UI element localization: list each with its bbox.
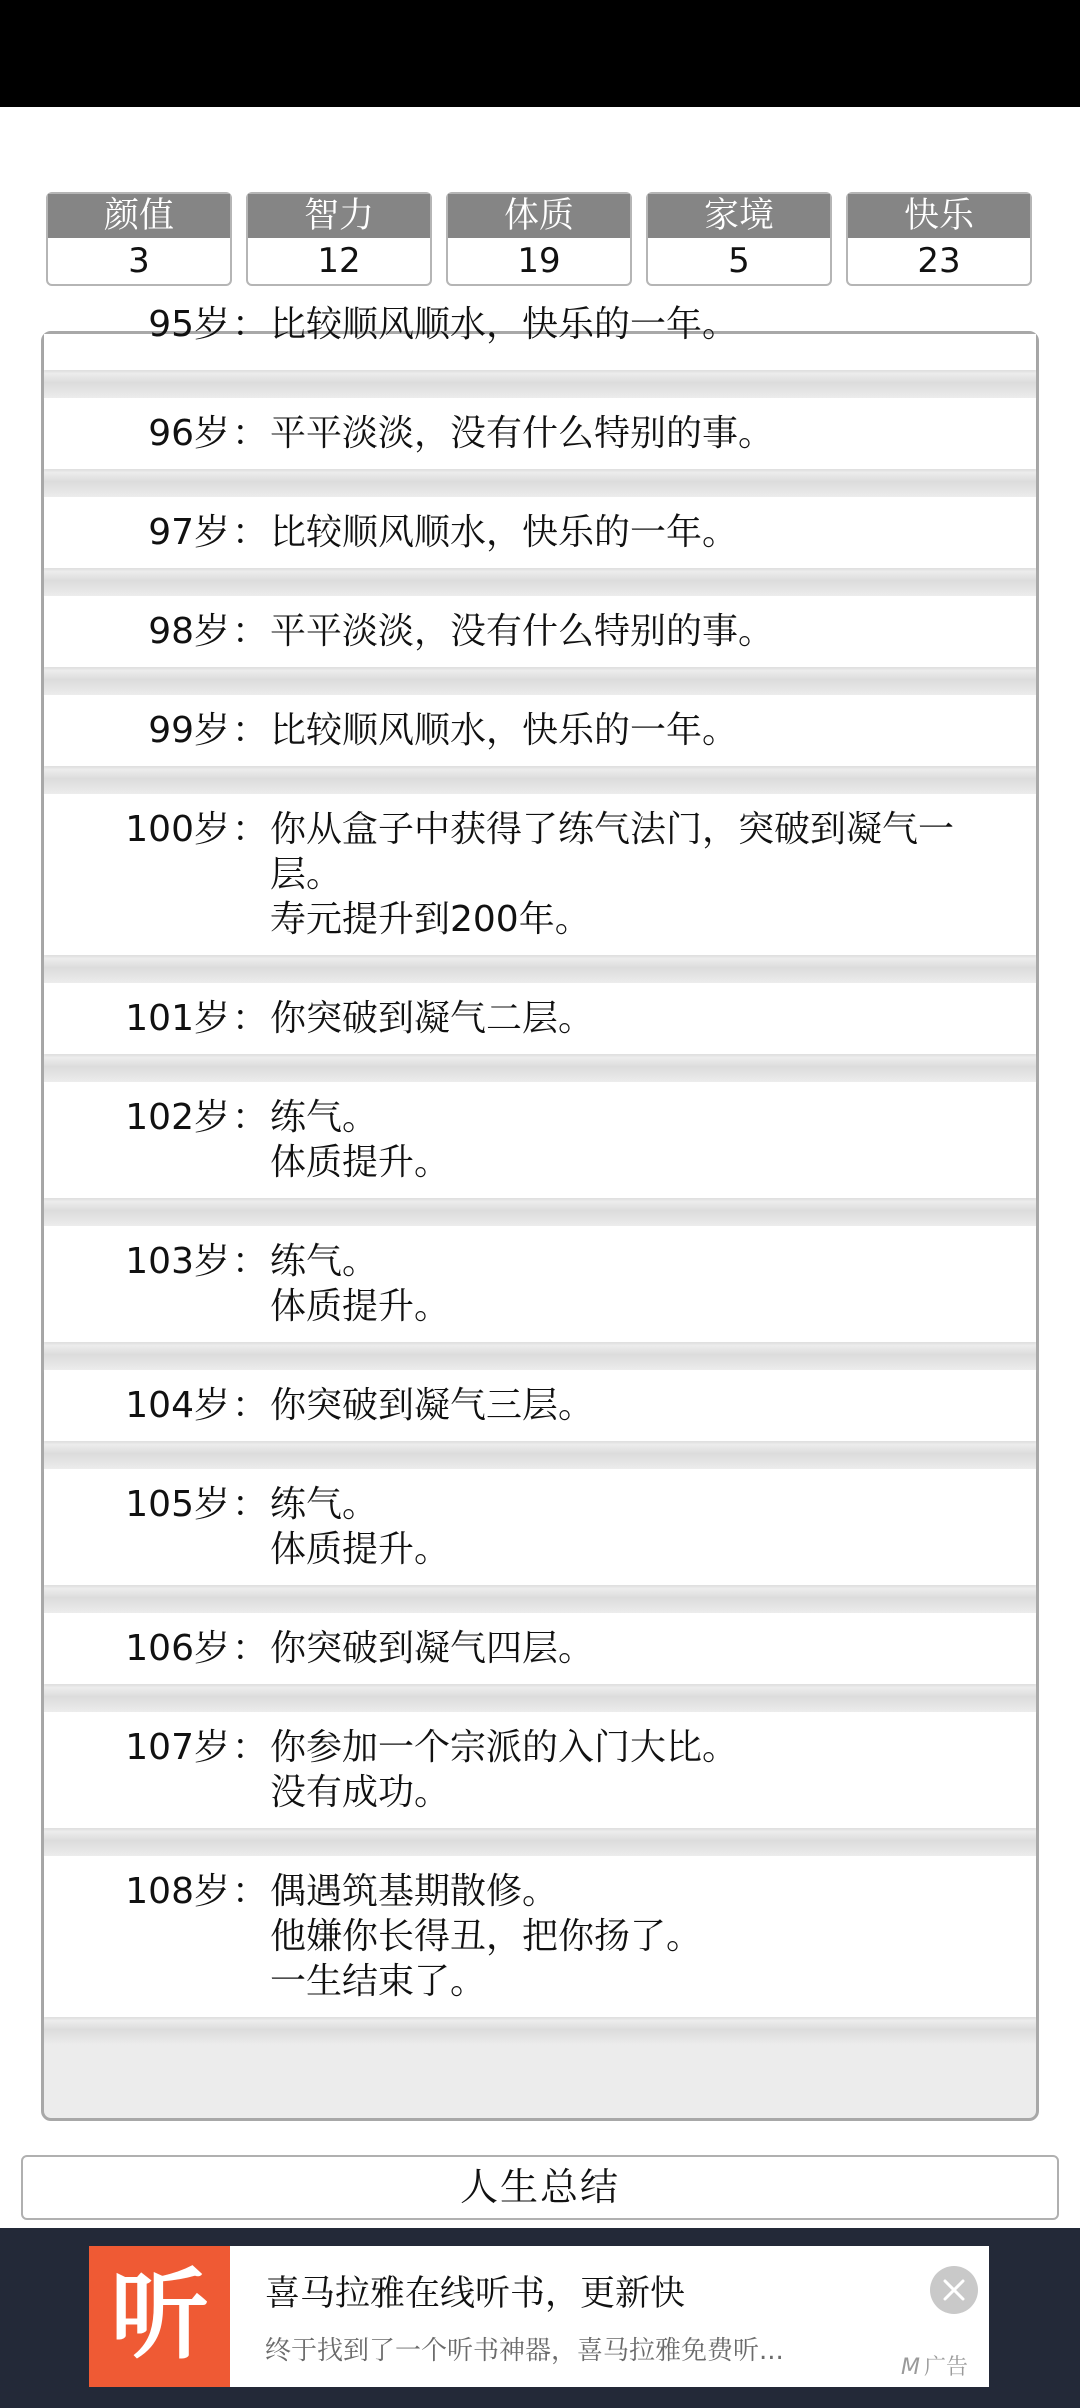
entry-text: 比较顺风顺水，快乐的一年。 xyxy=(270,512,739,553)
entry-text: 练气。 体质提升。 xyxy=(270,1097,451,1183)
stat-label: 智力 xyxy=(248,194,430,238)
entry-age: 98岁 xyxy=(148,611,230,652)
stat-label: 家境 xyxy=(648,194,830,238)
entry-age: 100岁 xyxy=(125,809,230,850)
stat-value: 23 xyxy=(917,241,961,281)
entry-age: 95岁 xyxy=(148,304,230,345)
entry-separator: ： xyxy=(231,611,268,652)
entry-text: 你突破到凝气二层。 xyxy=(270,998,595,1039)
life-log-scroll[interactable] xyxy=(41,304,1039,2121)
entry-text: 平平淡淡，没有什么特别的事。 xyxy=(270,611,775,652)
entry-separator: ： xyxy=(231,809,268,850)
entry-divider xyxy=(44,568,1036,596)
entry-separator: ： xyxy=(231,1385,268,1426)
log-entry xyxy=(44,983,1036,1054)
stats-bar xyxy=(46,192,1034,288)
entry-age: 103岁 xyxy=(125,1241,230,1282)
stat-value: 3 xyxy=(128,241,150,281)
stat-family xyxy=(646,192,832,286)
ad-badge xyxy=(901,2350,972,2381)
log-entry xyxy=(44,1712,1036,1828)
entry-age: 101岁 xyxy=(125,998,230,1039)
log-entry-final xyxy=(44,1856,1036,2017)
stat-value: 5 xyxy=(728,241,750,281)
app-logo-icon: 听 xyxy=(89,2246,230,2387)
entry-text: 比较顺风顺水，快乐的一年。 xyxy=(270,304,739,345)
log-entry xyxy=(44,794,1036,955)
log-entry xyxy=(44,695,1036,766)
stat-label: 体质 xyxy=(448,194,630,238)
log-entry xyxy=(44,1469,1036,1585)
stat-value: 19 xyxy=(517,241,561,281)
stat-label: 快乐 xyxy=(848,194,1030,238)
ad-title: 喜马拉雅在线听书，更新快 xyxy=(265,2274,686,2314)
entry-divider xyxy=(44,1828,1036,1856)
ad-card[interactable] xyxy=(89,2246,989,2387)
entry-text: 你参加一个宗派的入门大比。 没有成功。 xyxy=(270,1727,739,1813)
entry-text: 你突破到凝气四层。 xyxy=(270,1628,595,1669)
entry-divider xyxy=(44,1198,1036,1226)
status-bar xyxy=(0,0,1080,107)
entry-separator: ： xyxy=(231,1871,268,1912)
entry-divider xyxy=(44,667,1036,695)
ad-description: 终于找到了一个听书神器，喜马拉雅免费听... xyxy=(265,2336,784,2366)
log-entry-partial xyxy=(44,304,1036,370)
entry-text: 练气。 体质提升。 xyxy=(270,1241,451,1327)
log-entry xyxy=(44,1613,1036,1684)
entry-divider xyxy=(44,1684,1036,1712)
entry-age: 96岁 xyxy=(148,413,230,454)
log-entry xyxy=(44,1082,1036,1198)
entry-age: 102岁 xyxy=(125,1097,230,1138)
log-entry xyxy=(44,1226,1036,1342)
entry-text: 你从盒子中获得了练气法门，突破到凝气一层。 寿元提升到200年。 xyxy=(270,809,955,940)
stat-value: 12 xyxy=(317,241,361,281)
entry-separator: ： xyxy=(231,1484,268,1525)
entry-separator: ： xyxy=(231,1097,268,1138)
life-summary-button[interactable]: 人生总结 xyxy=(21,2155,1059,2220)
entry-separator: ： xyxy=(231,1241,268,1282)
log-entry xyxy=(44,1370,1036,1441)
stat-happiness xyxy=(846,192,1032,286)
entry-text: 你突破到凝气三层。 xyxy=(270,1385,595,1426)
entry-age: 97岁 xyxy=(148,512,230,553)
entry-age: 104岁 xyxy=(125,1385,230,1426)
life-log-list xyxy=(44,304,1036,2045)
entry-age: 107岁 xyxy=(125,1727,230,1768)
stat-constitution xyxy=(446,192,632,286)
ad-mark-icon: M xyxy=(901,2355,920,2380)
entry-text: 练气。 体质提升。 xyxy=(270,1484,451,1570)
entry-divider xyxy=(44,766,1036,794)
entry-age: 105岁 xyxy=(125,1484,230,1525)
entry-divider xyxy=(44,1585,1036,1613)
entry-separator: ： xyxy=(231,413,268,454)
entry-age: 106岁 xyxy=(125,1628,230,1669)
stat-label: 颜值 xyxy=(48,194,230,238)
entry-text: 平平淡淡，没有什么特别的事。 xyxy=(270,413,775,454)
ad-badge-label: 广告 xyxy=(923,2355,968,2380)
stat-intelligence xyxy=(246,192,432,286)
entry-divider xyxy=(44,1441,1036,1469)
entry-separator: ： xyxy=(231,512,268,553)
log-entry xyxy=(44,398,1036,469)
entry-divider xyxy=(44,370,1036,398)
entry-divider xyxy=(44,1342,1036,1370)
close-icon[interactable] xyxy=(930,2266,978,2314)
entry-text: 比较顺风顺水，快乐的一年。 xyxy=(270,710,739,751)
entry-divider xyxy=(44,469,1036,497)
entry-age: 99岁 xyxy=(148,710,230,751)
entry-separator: ： xyxy=(231,304,268,345)
log-entry xyxy=(44,497,1036,568)
entry-separator: ： xyxy=(231,710,268,751)
entry-text: 偶遇筑基期散修。 他嫌你长得丑，把你扬了。 一生结束了。 xyxy=(270,1871,703,2002)
entry-separator: ： xyxy=(231,1628,268,1669)
log-entry xyxy=(44,596,1036,667)
entry-separator: ： xyxy=(231,1727,268,1768)
entry-divider xyxy=(44,2017,1036,2045)
entry-divider xyxy=(44,1054,1036,1082)
stat-appearance xyxy=(46,192,232,286)
entry-separator: ： xyxy=(231,998,268,1039)
ad-banner-area xyxy=(0,2228,1080,2408)
entry-age: 108岁 xyxy=(125,1871,230,1912)
entry-divider xyxy=(44,955,1036,983)
